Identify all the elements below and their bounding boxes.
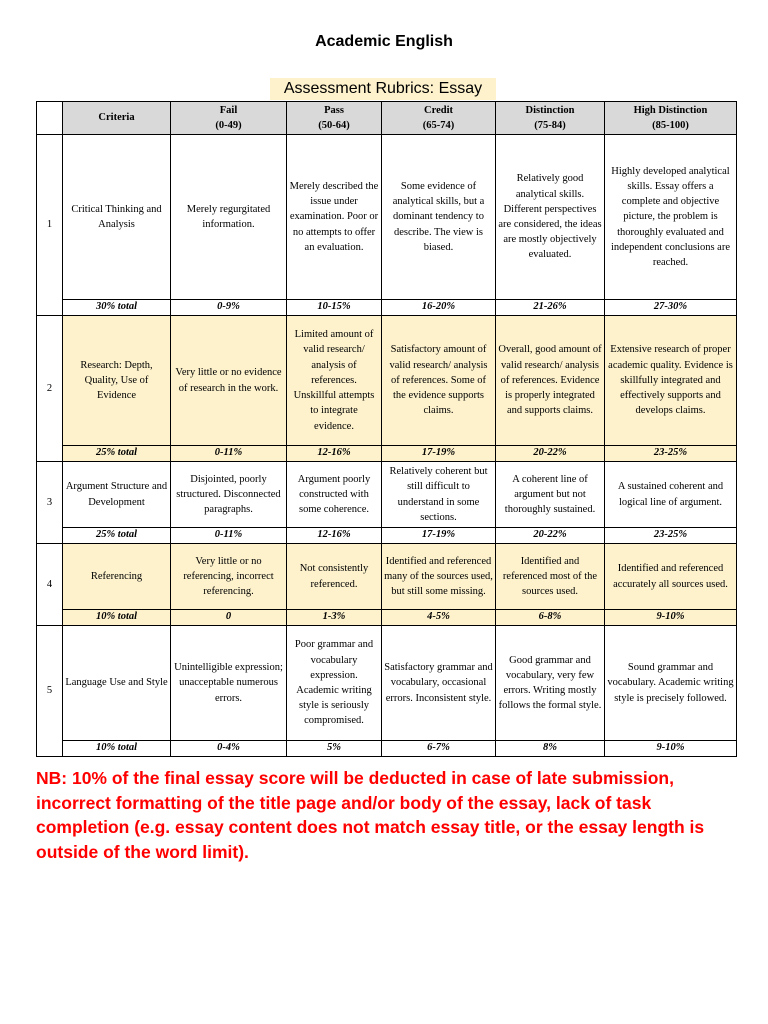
level-name: Pass — [324, 104, 344, 116]
criterion-name: Critical Thinking and Analysis — [63, 135, 171, 300]
score-range: 23-25% — [605, 446, 737, 462]
descriptor-cell: Merely described the issue under examination. Poor or no attempts to offer an evaluation. — [287, 135, 382, 300]
weight-total: 25% total — [63, 528, 171, 544]
score-range: 12-16% — [287, 446, 382, 462]
descriptor-cell: Identified and referenced most of the sources used. — [496, 544, 605, 610]
score-range: 20-22% — [496, 446, 605, 462]
descriptor-cell: Not consistently referenced. — [287, 544, 382, 610]
descriptor-cell: Sound grammar and vocabulary. Academic writing style is precisely followed. — [605, 626, 737, 741]
row-number: 4 — [37, 544, 63, 626]
score-range: 12-16% — [287, 528, 382, 544]
descriptor-cell: Merely regurgitated information. — [171, 135, 287, 300]
score-range: 20-22% — [496, 528, 605, 544]
criterion-name: Referencing — [63, 544, 171, 610]
weight-total: 25% total — [63, 446, 171, 462]
score-range: 6-8% — [496, 610, 605, 626]
header-row — [37, 102, 737, 135]
descriptor-cell: Limited amount of valid research/ analysis of references. Unskillful attempts to integrate evidence. — [287, 316, 382, 446]
level-name: Credit — [424, 104, 453, 116]
level-range: (50-64) — [318, 120, 350, 131]
score-range: 16-20% — [382, 300, 496, 316]
descriptor-cell: Relatively good analytical skills. Different perspectives are considered, the ideas are mostly objectively evaluated. — [496, 135, 605, 300]
descriptor-cell: Relatively coherent but still difficult to understand in some sections. — [382, 462, 496, 528]
level-range: (75-84) — [534, 120, 566, 131]
score-range: 21-26% — [496, 300, 605, 316]
rubric-title: Assessment Rubrics: Essay — [270, 78, 496, 100]
descriptor-cell: Disjointed, poorly structured. Disconnected paragraphs. — [171, 462, 287, 528]
level-name: Fail — [219, 104, 238, 116]
score-row — [37, 610, 737, 626]
criterion-row — [37, 135, 737, 300]
score-row — [37, 528, 737, 544]
header-level-fail — [171, 102, 287, 135]
descriptor-cell: Overall, good amount of valid research/ analysis of references. Evidence is properly integrated and supports claims. — [496, 316, 605, 446]
row-number: 3 — [37, 462, 63, 544]
weight-total: 10% total — [63, 741, 171, 757]
score-range: 1-3% — [287, 610, 382, 626]
header-level-credit — [382, 102, 496, 135]
descriptor-cell: Extensive research of proper academic quality. Evidence is skillfully integrated and effectively supports and develops claims. — [605, 316, 737, 446]
score-row — [37, 446, 737, 462]
descriptor-cell: Unintelligible expression; unacceptable numerous errors. — [171, 626, 287, 741]
score-row — [37, 300, 737, 316]
descriptor-cell: Highly developed analytical skills. Essay offers a complete and objective picture, the problem is thoroughly evaluated and independent conclusions are reached. — [605, 135, 737, 300]
score-range: 4-5% — [382, 610, 496, 626]
descriptor-cell: Very little or no referencing, incorrect referencing. — [171, 544, 287, 610]
score-range: 0-11% — [171, 446, 287, 462]
descriptor-cell: Good grammar and vocabulary, very few errors. Writing mostly follows the formal style. — [496, 626, 605, 741]
score-range: 0 — [171, 610, 287, 626]
descriptor-cell: Satisfactory grammar and vocabulary, occasional errors. Inconsistent style. — [382, 626, 496, 741]
row-number: 5 — [37, 626, 63, 757]
level-range: (65-74) — [422, 120, 455, 131]
header-criteria: Criteria — [63, 102, 171, 135]
criterion-name: Research: Depth, Quality, Use of Evidence — [63, 316, 171, 446]
level-name: High Distinction — [633, 104, 708, 116]
level-range: (0-49) — [215, 120, 242, 131]
descriptor-cell: Identified and referenced accurately all sources used. — [605, 544, 737, 610]
weight-total: 30% total — [63, 300, 171, 316]
criterion-name: Argument Structure and Development — [63, 462, 171, 528]
row-number: 1 — [37, 135, 63, 316]
criterion-row — [37, 316, 737, 446]
header-level-pass — [287, 102, 382, 135]
score-range: 17-19% — [382, 446, 496, 462]
score-range: 17-19% — [382, 528, 496, 544]
descriptor-cell: A coherent line of argument but not thoroughly sustained. — [496, 462, 605, 528]
weight-total: 10% total — [63, 610, 171, 626]
descriptor-cell: Poor grammar and vocabulary expression. Academic writing style is seriously compromised. — [287, 626, 382, 741]
score-range: 5% — [287, 741, 382, 757]
score-row — [37, 741, 737, 757]
descriptor-cell: Identified and referenced many of the sources used, but still some missing. — [382, 544, 496, 610]
criterion-name: Language Use and Style — [63, 626, 171, 741]
score-range: 0-11% — [171, 528, 287, 544]
score-range: 8% — [496, 741, 605, 757]
header-level-high-distinction — [605, 102, 737, 135]
descriptor-cell: Very little or no evidence of research in the work. — [171, 316, 287, 446]
late-submission-note: NB: 10% of the final essay score will be deducted in case of late submission, incorrect formatting of the title page and/or body of the essay, lack of task completion (e.g. essay content does not match essay title, or the essay length is outside of the word limit). — [36, 768, 705, 862]
level-name: Distinction — [525, 104, 575, 116]
header-number-cell — [37, 102, 63, 135]
rubric-table — [36, 101, 737, 757]
score-range: 10-15% — [287, 300, 382, 316]
descriptor-cell: Satisfactory amount of valid research/ analysis of references. Some of the evidence supports claims. — [382, 316, 496, 446]
row-number: 2 — [37, 316, 63, 462]
score-range: 27-30% — [605, 300, 737, 316]
level-range: (85-100) — [652, 120, 689, 131]
score-range: 0-9% — [171, 300, 287, 316]
score-range: 9-10% — [605, 741, 737, 757]
score-range: 0-4% — [171, 741, 287, 757]
criterion-row — [37, 544, 737, 610]
score-range: 9-10% — [605, 610, 737, 626]
descriptor-cell: Some evidence of analytical skills, but a dominant tendency to describe. The view is biased. — [382, 135, 496, 300]
score-range: 6-7% — [382, 741, 496, 757]
document-title: Academic English — [315, 33, 453, 50]
descriptor-cell: A sustained coherent and logical line of argument. — [605, 462, 737, 528]
criterion-row — [37, 626, 737, 741]
header-level-distinction — [496, 102, 605, 135]
score-range: 23-25% — [605, 528, 737, 544]
descriptor-cell: Argument poorly constructed with some coherence. — [287, 462, 382, 528]
rubric-body — [37, 102, 737, 757]
criterion-row — [37, 462, 737, 528]
